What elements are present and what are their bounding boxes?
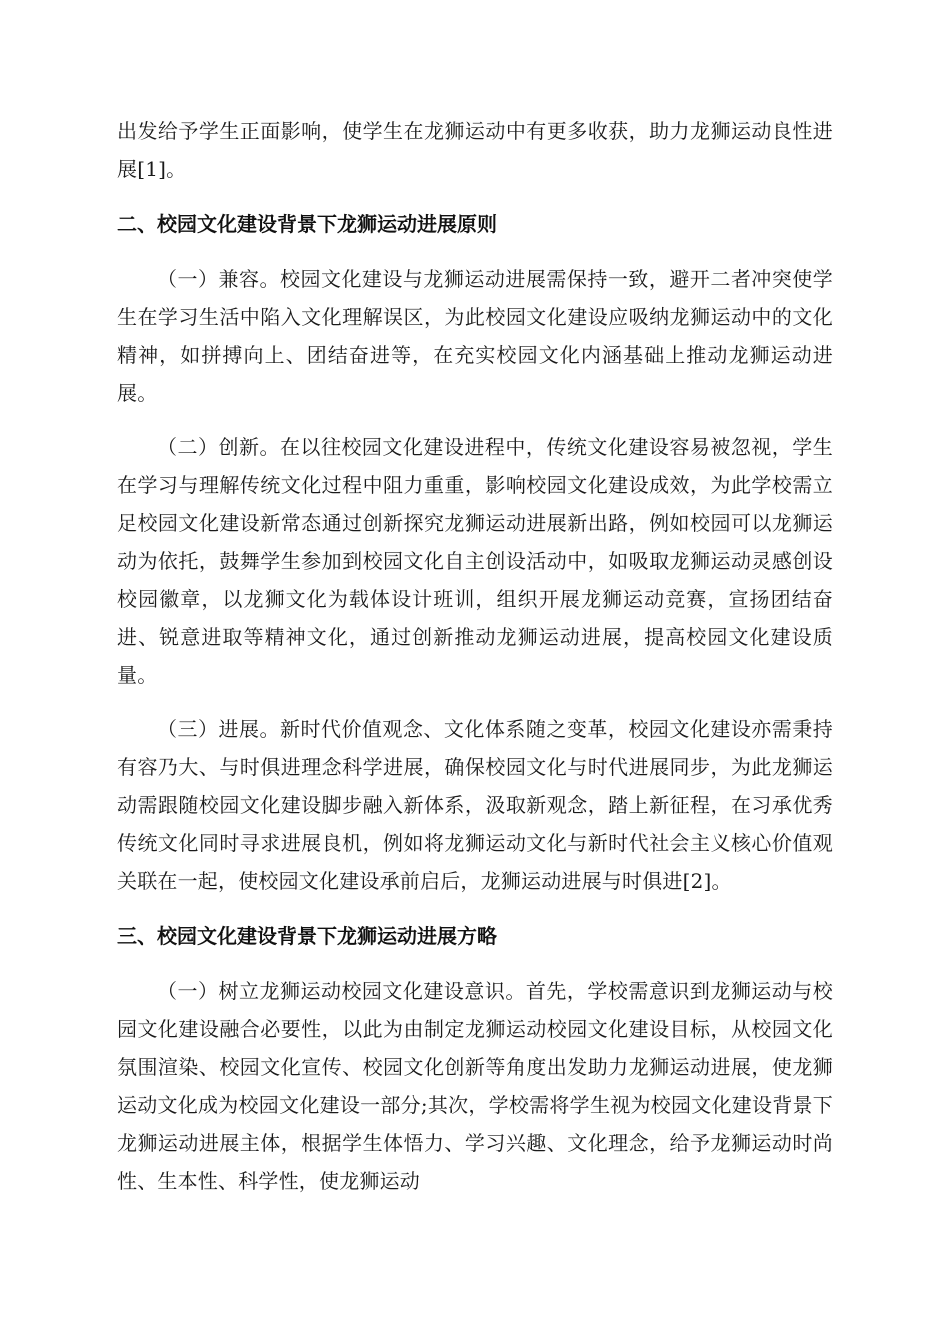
document-body (117, 112, 833, 1200)
paragraph-compatibility: （一）兼容。校园文化建设与龙狮运动进展需保持一致，避开二者冲突使学生在学习生活中陷入文化理解误区，为此校园文化建设应吸纳龙狮运动中的文化精神，如拼搏向上、团结奋进等，在充实校园文化内涵基础上推动龙狮运动进展。 (117, 267, 833, 405)
paragraph-continuation: 出发给予学生正面影响，使学生在龙狮运动中有更多收获，助力龙狮运动良性进展[1]。 (117, 119, 833, 181)
paragraph-awareness: （一）树立龙狮运动校园文化建设意识。首先，学校需意识到龙狮运动与校园文化建设融合必要性，以此为由制定龙狮运动校园文化建设目标，从校园文化氛围渲染、校园文化宣传、校园文化创新等角度出发助力龙狮运动进展，使龙狮运动文化成为校园文化建设一部分;其次，学校需将学生视为校园文化建设背景下龙狮运动进展主体，根据学生体悟力、学习兴趣、文化理念，给予龙狮运动时尚性、生本性、科学性，使龙狮运动 (117, 979, 833, 1193)
section-heading-principles: 二、校园文化建设背景下龙狮运动进展原则 (117, 212, 497, 236)
paragraph-innovation: （二）创新。在以往校园文化建设进程中，传统文化建设容易被忽视，学生在学习与理解传统文化过程中阻力重重，影响校园文化建设成效，为此学校需立足校园文化建设新常态通过创新探究龙狮运动进展新出路，例如校园可以龙狮运动为依托，鼓舞学生参加到校园文化自主创设活动中，如吸取龙狮运动灵感创设校园徽章，以龙狮文化为载体设计班训，组织开展龙狮运动竞赛，宣扬团结奋进、锐意进取等精神文化，通过创新推动龙狮运动进展，提高校园文化建设质量。 (117, 435, 833, 687)
section-heading-strategies: 三、校园文化建设背景下龙狮运动进展方略 (117, 924, 497, 948)
paragraph-development: （三）进展。新时代价值观念、文化体系随之变革，校园文化建设亦需秉持有容乃大、与时俱进理念科学进展，确保校园文化与时代进展同步，为此龙狮运动需跟随校园文化建设脚步融入新体系，汲取新观念，踏上新征程，在习承优秀传统文化同时寻求进展良机，例如将龙狮运动文化与新时代社会主义核心价值观关联在一起，使校园文化建设承前启后，龙狮运动进展与时俱进[2]。 (117, 717, 833, 893)
